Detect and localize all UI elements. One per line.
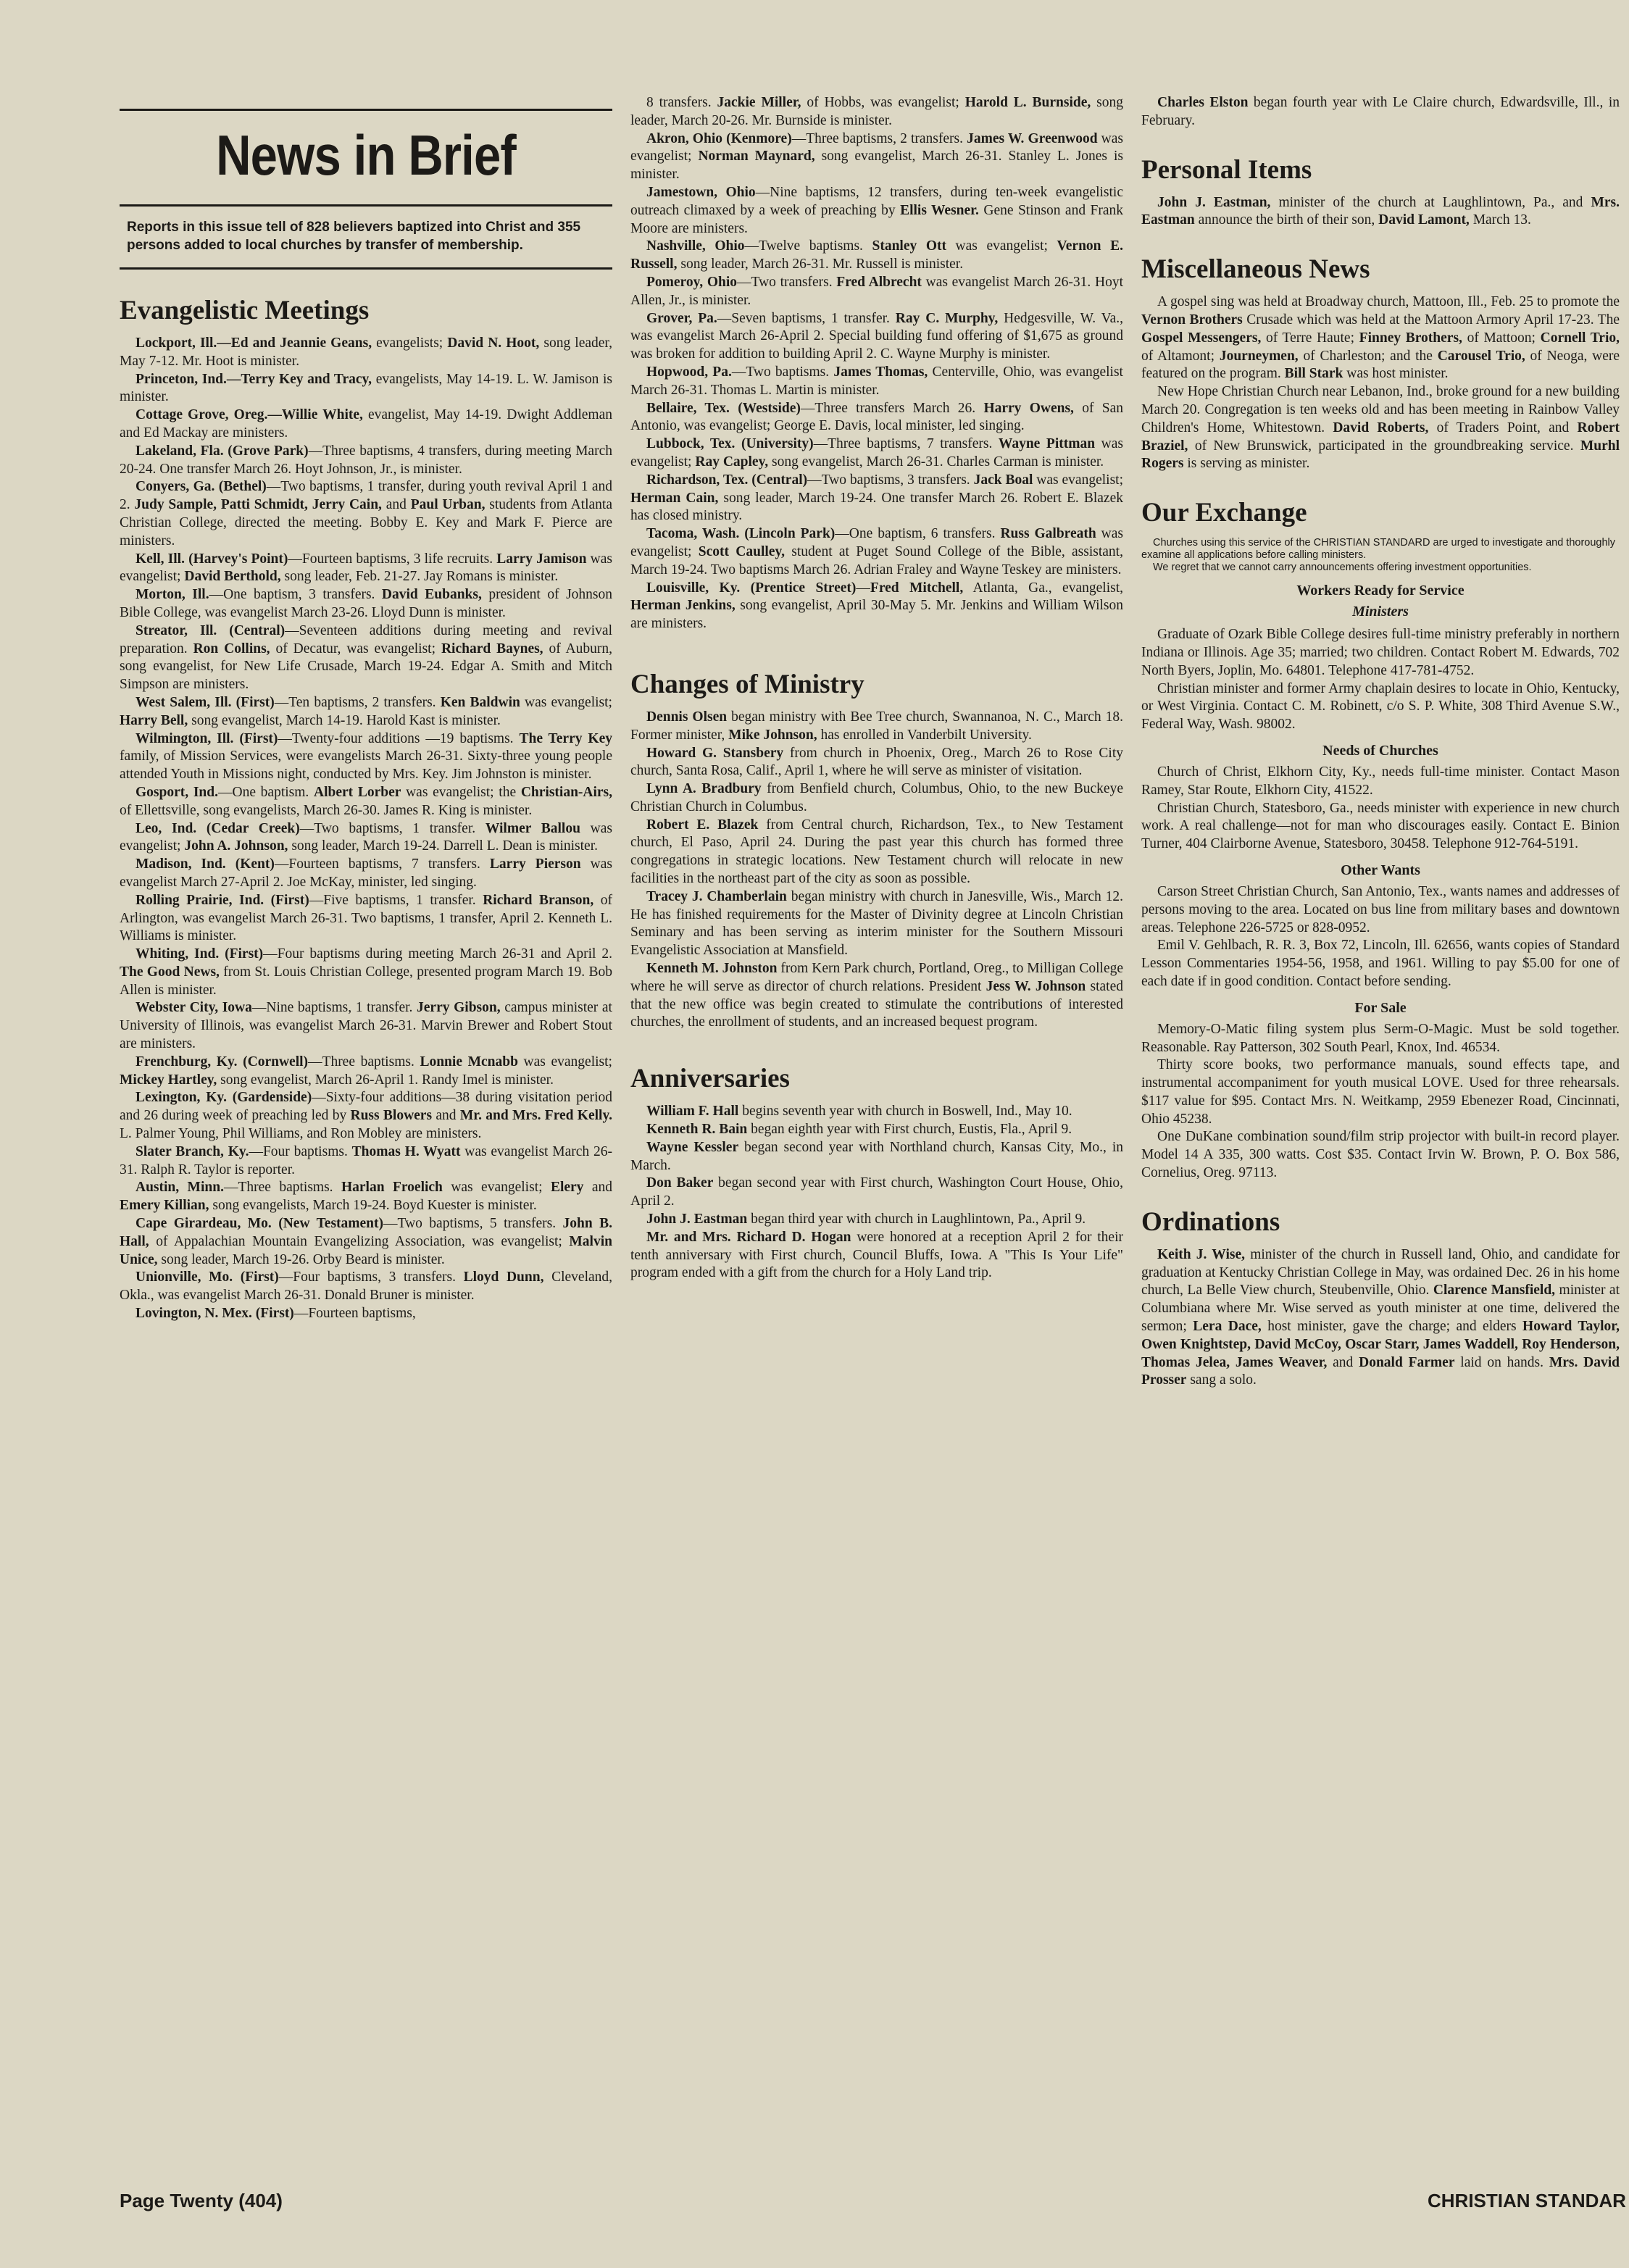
news-item: Christian minister and former Army chaplain desires to locate in Ohio, Kentucky, or West Virginia. Contact C. M. Robinett, c/o S. P. White, 308 Third Avenue S.W., Federal Way, Wash. 98002. <box>1141 680 1620 733</box>
intro-summary: Reports in this issue tell of 828 believers baptized into Christ and 355 persons added to local churches by transfer of membership. <box>127 220 581 253</box>
news-item: Princeton, Ind.—Terry Key and Tracy, evangelists, May 14-19. L. W. Jamison is minister. <box>120 371 612 405</box>
column-3 <box>1141 94 1620 1390</box>
column-1 <box>120 94 612 1323</box>
news-item: Memory-O-Matic filing system plus Serm-O-Magic. Must be sold together. Reasonable. Ray Patterson, 302 South Pearl, Knox, Ind. 46534. <box>1141 1021 1620 1055</box>
evangelistic-list-continued <box>630 94 1123 633</box>
section-heading-anniversaries: Anniversaries <box>630 1064 790 1094</box>
news-item: Tracey J. Chamberlain began ministry with church in Janesville, Wis., March 12. He has finished requirements for the Master of Divinity degree at Lincoln Christian Seminary and has been serving as interim minister for the Southern Missouri Evangelistic Association at Mansfield. <box>630 888 1123 959</box>
section-heading-changes: Changes of Ministry <box>630 669 865 699</box>
news-item: Graduate of Ozark Bible College desires full-time ministry preferably in northern Indiana or Illinois. Age 35; married; two children. Contact Robert M. Edwards, 702 North Byers, Joplin, Mo. 64801. Telephone 417-781-4752. <box>1141 627 1620 678</box>
news-item: Mr. and Mrs. Richard D. Hogan were honored at a reception April 2 for their tenth anniversary with First church, Council Bluffs, Iowa. A "This Is Your Life" program ended with a gift from the church for a Holy Land trip. <box>630 1229 1123 1281</box>
needs-list <box>1141 764 1620 854</box>
news-item: Churches using this service of the CHRISTIAN STANDARD are urged to investigate and thoroughly examine all applications before calling ministers. <box>1141 537 1616 562</box>
evangelistic-list <box>120 335 612 1323</box>
news-item: Kenneth M. Johnston from Kern Park church, Portland, Oreg., to Milligan College where he will serve as director of church relations. President Jess W. Johnson stated that the new office was begin created to stimulate the contributions of interested churches, the enrollment of students, and an increased bequest program. <box>630 961 1123 1030</box>
news-item: A gospel sing was held at Broadway church, Mattoon, Ill., Feb. 25 to promote the Vernon Brothers Crusade which was held at the Mattoon Armory April 17-23. The Gospel Messengers, of Terre Haute; Finney Brothers, of Mattoon; Cornell Trio, of Altamont; Journeymen, of Charleston; and the Carousel Trio, of Neoga, were featured on the program. Bill Stark was host minister. <box>1141 294 1620 382</box>
news-item: Lovington, N. Mex. (First)—Fourteen baptisms, <box>136 1306 416 1322</box>
news-item: Frenchburg, Ky. (Cornwell)—Three baptisms. Lonnie Mcnabb was evangelist; Mickey Hartley, song evangelist, March 26-April 1. Randy Imel is minister. <box>120 1054 612 1088</box>
changes-list <box>630 709 1123 1032</box>
personal-list <box>1141 194 1620 230</box>
news-item: Conyers, Ga. (Bethel)—Two baptisms, 1 transfer, during youth revival April 1 and 2. Judy Sample, Patti Schmidt, Jerry Cain, and Paul Urban, students from Atlanta Christian College, directed the meeting. Bobby E. Key and Mark F. Pierce are ministers. <box>120 479 612 549</box>
section-heading-misc: Miscellaneous News <box>1141 254 1370 285</box>
news-item: Webster City, Iowa—Nine baptisms, 1 transfer. Jerry Gibson, campus minister at University of Illinois, was evangelist March 26-31. Marvin Brewer and Robert Stout are ministers. <box>120 1000 612 1052</box>
news-item: West Salem, Ill. (First)—Ten baptisms, 2 transfers. Ken Baldwin was evangelist; Harry Bell, song evangelist, March 14-19. Harold Kast is minister. <box>120 694 612 728</box>
news-item: Cape Girardeau, Mo. (New Testament)—Two baptisms, 5 transfers. John B. Hall, of Appalachian Mountain Evangelizing Association, was evangelist; Malvin Unice, song leader, March 19-26. Orby Beard is minister. <box>120 1216 612 1267</box>
news-item: Akron, Ohio (Kenmore)—Three baptisms, 2 transfers. James W. Greenwood was evangelist; Norman Maynard, song evangelist, March 26-31. Stanley L. Jones is minister. <box>630 130 1124 183</box>
news-item: New Hope Christian Church near Lebanon, Ind., broke ground for a new building March 20. Congregation is ten weeks old and has been meeting in Rainbow Valley Children's Home, Whitestown. David Roberts, of Traders Point, and Robert Braziel, of New Brunswick, participated in the groundbreaking service. Murhl Rogers is serving as minister. <box>1141 384 1620 472</box>
other-wants-list <box>1141 883 1620 991</box>
news-item: Gosport, Ind.—One baptism. Albert Lorber was evangelist; the Christian-Airs, of Ellettsville, song evangelists, March 26-30. James R. King is minister. <box>120 784 613 818</box>
ministers-subheading: Ministers <box>1352 604 1409 620</box>
news-item: Nashville, Ohio—Twelve baptisms. Stanley Ott was evangelist; Vernon E. Russell, song leader, March 26-31. Mr. Russell is minister. <box>630 238 1123 272</box>
workers-heading: Workers Ready for Service <box>1296 583 1465 599</box>
news-item: Carson Street Christian Church, San Antonio, Tex., wants names and addresses of persons moving to the area. Located on bus line from military bases and downtown areas. Telephone 226-5725 or 828-0952. <box>1141 883 1620 935</box>
news-item: Christian Church, Statesboro, Ga., needs minister with experience in new church work. A real challenge—not for man who discourages easily. Contact E. Binion Turner, 404 Clairborne Avenue, Statesboro, 30458. Telephone 912-764-5191. <box>1141 800 1620 852</box>
ordinations-list <box>1141 1246 1620 1390</box>
news-item: Pomeroy, Ohio—Two transfers. Fred Albrecht was evangelist March 26-31. Hoyt Allen, Jr., is minister. <box>630 274 1123 308</box>
section-heading-exchange: Our Exchange <box>1141 498 1307 528</box>
news-item: Howard G. Stansbery from church in Phoenix, Oreg., March 26 to Rose City church, Santa Rosa, Calif., April 1, where he will serve as minister of visitation. <box>630 745 1123 779</box>
section-heading-evangelistic: Evangelistic Meetings <box>120 296 370 325</box>
news-item: Louisville, Ky. (Prentice Street)—Fred Mitchell, Atlanta, Ga., evangelist, Herman Jenkins, song evangelist, April 30-May 5. Mr. Jenkins and William Wilson are ministers. <box>630 580 1123 632</box>
workers-list <box>1141 626 1620 734</box>
anniversaries-list <box>630 1103 1123 1283</box>
page-number-footer: Page Twenty (404) <box>120 2190 283 2211</box>
news-item: Madison, Ind. (Kent)—Fourteen baptisms, 7 transfers. Larry Pierson was evangelist March 27-April 2. Joe McKay, minister, led singing. <box>120 856 613 890</box>
news-item: Dennis Olsen began ministry with Bee Tree church, Swannanoa, N. C., March 18. Former minister, Mike Johnson, has enrolled in Vanderbilt University. <box>630 709 1123 743</box>
news-item: Rolling Prairie, Ind. (First)—Five baptisms, 1 transfer. Richard Branson, of Arlington, was evangelist March 26-31. Two baptisms, 1 transfer, April 2. Kenneth L. Williams is minister. <box>120 892 612 944</box>
news-item: Tacoma, Wash. (Lincoln Park)—One baptism, 6 transfers. Russ Galbreath was evangelist; Scott Caulley, student at Puget Sound College of the Bible, assistant, March 19-24. Two baptisms March 26. Adrian Fraley and Wayne Teskey are ministers. <box>630 526 1124 578</box>
news-item: Morton, Ill.—One baptism, 3 transfers. David Eubanks, president of Johnson Bible College, was evangelist March 23-26. Lloyd Dunn is minister. <box>120 587 613 620</box>
news-item: Thirty score books, two performance manuals, sound effects tape, and instrumental accompaniment for youth musical LOVE. Used for three rehearsals. $117 value for $95. Contact Mrs. N. Weitkamp, 2959 Ebenezer Road, Cincinnati, Ohio 45238. <box>1141 1057 1620 1127</box>
news-item: Richardson, Tex. (Central)—Two baptisms, 3 transfers. Jack Boal was evangelist; Herman Cain, song leader, March 19-24. One transfer March 26. Robert E. Blazek has closed ministry. <box>630 472 1123 524</box>
news-item: Kenneth R. Bain began eighth year with First church, Eustis, Fla., April 9. <box>646 1122 1072 1138</box>
section-heading-ordinations: Ordinations <box>1141 1206 1280 1237</box>
news-item: Whiting, Ind. (First)—Four baptisms during meeting March 26-31 and April 2. The Good News, from St. Louis Christian College, presented program March 19. Bob Allen is minister. <box>120 946 612 998</box>
news-item: John J. Eastman, minister of the church at Laughlintown, Pa., and Mrs. Eastman announce the birth of their son, David Lamont, March 13. <box>1141 194 1620 228</box>
needs-heading: Needs of Churches <box>1322 742 1438 759</box>
column-2 <box>630 94 1123 1283</box>
anniversary-continued: Charles Elston began fourth year with Le Claire church, Edwardsville, Ill., in February. <box>1141 95 1620 128</box>
news-item: Grover, Pa.—Seven baptisms, 1 transfer. Ray C. Murphy, Hedgesville, W. Va., was evangelist March 26-April 2. Special building fund offering of $1,675 as ground was broken for addition to building April 2. C. Wayne Murphy is minister. <box>630 310 1123 362</box>
news-item: John J. Eastman began third year with church in Laughlintown, Pa., April 9. <box>646 1212 1086 1227</box>
news-item: Cottage Grove, Oreg.—Willie White, evangelist, May 14-19. Dwight Addleman and Ed Mackay are ministers. <box>120 407 612 441</box>
news-item: Hopwood, Pa.—Two baptisms. James Thomas, Centerville, Ohio, was evangelist March 26-31. Thomas L. Martin is minister. <box>630 364 1123 398</box>
news-item: Slater Branch, Ky.—Four baptisms. Thomas H. Wyatt was evangelist March 26-31. Ralph R. Taylor is reporter. <box>120 1143 612 1177</box>
news-item: Jamestown, Ohio—Nine baptisms, 12 transfers, during ten-week evangelistic outreach climaxed by a week of preaching by Ellis Wesner. Gene Stinson and Frank Moore are ministers. <box>630 184 1124 236</box>
news-item: Robert E. Blazek from Central church, Richardson, Tex., to New Testament church, El Paso, April 24. During the past year this church has formed three congregations in strategic locations. New Testament church will relocate in new facilities in the northeast part of the city as soon as possible. <box>630 817 1123 887</box>
news-item: One DuKane combination sound/film strip projector with built-in record player. Model 14 A 335, 300 watts. Cost $35. Contact Irvin W. Brown, P. O. Box 586, Cornelius, Oreg. 97113. <box>1141 1129 1620 1181</box>
news-item: Kell, Ill. (Harvey's Point)—Fourteen baptisms, 3 life recruits. Larry Jamison was evangelist; David Berthold, song leader, Feb. 21-27. Jay Romans is minister. <box>120 551 612 585</box>
news-item: Don Baker began second year with First church, Washington Court House, Ohio, April 2. <box>630 1175 1123 1209</box>
news-item: Leo, Ind. (Cedar Creek)—Two baptisms, 1 transfer. Wilmer Ballou was evangelist; John A. Johnson, song leader, March 19-24. Darrell L. Dean is minister. <box>120 820 612 854</box>
news-item: Lakeland, Fla. (Grove Park)—Three baptisms, 4 transfers, during meeting March 20-24. One transfer March 26. Hoyt Johnson, Jr., is minister. <box>120 443 612 477</box>
misc-list <box>1141 293 1620 473</box>
exchange-notes <box>1141 537 1620 574</box>
news-item: Emil V. Gehlbach, R. R. 3, Box 72, Lincoln, Ill. 62656, wants copies of Standard Lesson Commentaries 1954-56, 1958, and 1961. Willing to pay $5.00 for one of each date if in good condition. Contact before sending. <box>1141 938 1620 989</box>
other-wants-heading: Other Wants <box>1341 862 1420 878</box>
news-item: Church of Christ, Elkhorn City, Ky., needs full-time minister. Contact Mason Ramey, Star Route, Elkhorn City, 41522. <box>1141 764 1620 798</box>
news-item: Lubbock, Tex. (University)—Three baptisms, 7 transfers. Wayne Pittman was evangelist; Ray Capley, song evangelist, March 26-31. Charles Carman is minister. <box>630 436 1123 470</box>
news-item: Bellaire, Tex. (Westside)—Three transfers March 26. Harry Owens, of San Antonio, was evangelist; George E. Davis, local minister, led singing. <box>630 400 1123 434</box>
news-item: Wayne Kessler began second year with Northland church, Kansas City, Mo., in March. <box>630 1139 1124 1173</box>
news-item: Keith J. Wise, minister of the church in Russell land, Ohio, and candidate for graduation at Kentucky Christian College in May, was ordained Dec. 26 in his home church, La Belle View church, Steubenville, Ohio. Clarence Mansfield, minister at Columbiana where Mr. Wise served as youth minister at one time, delivered the sermon; Lera Dace, host minister, gave the charge; and elders Howard Taylor, Owen Knightstep, David McCoy, Oscar Starr, James Waddell, Roy Henderson, Thomas Jelea, James Weaver, and Donald Farmer laid on hands. Mrs. David Prosser sang a solo. <box>1141 1246 1620 1388</box>
news-item: Streator, Ill. (Central)—Seventeen additions during meeting and revival preparation. Ron Collins, of Decatur, was evangelist; Richard Baynes, of Auburn, song evangelist, for New Life Crusade, March 19-24. Edgar A. Smith and Mitch Simpson are ministers. <box>120 622 612 693</box>
news-item: Lynn A. Bradbury from Benfield church, Columbus, Ohio, to the new Buckeye Christian Church in Columbus. <box>630 781 1123 814</box>
news-item: 8 transfers. Jackie Miller, of Hobbs, was evangelist; Harold L. Burnside, song leader, March 20-26. Mr. Burnside is minister. <box>630 95 1123 128</box>
news-item: William F. Hall begins seventh year with church in Boswell, Ind., May 10. <box>646 1104 1072 1120</box>
for-sale-heading: For Sale <box>1354 999 1407 1016</box>
masthead-mid-rule <box>120 204 612 207</box>
page-title: News in Brief <box>216 123 516 187</box>
section-heading-personal: Personal Items <box>1141 154 1312 185</box>
news-item: Wilmington, Ill. (First)—Twenty-four additions —19 baptisms. The Terry Key family, of Mission Services, were evangelists March 26-31. Sixty-three young people attended Youth in Missions night, conducted by Mrs. Key. Jim Johnston is minister. <box>120 730 612 783</box>
publication-name-footer: CHRISTIAN STANDAR <box>1428 2190 1626 2211</box>
news-item: Lexington, Ky. (Gardenside)—Sixty-four additions—38 during visitation period and 26 during week of preaching led by Russ Blowers and Mr. and Mrs. Fred Kelly. L. Palmer Young, Phil Williams, and Ron Mobley are ministers. <box>120 1090 613 1142</box>
masthead-top-rule <box>120 109 612 111</box>
news-item: Austin, Minn.—Three baptisms. Harlan Froelich was evangelist; Elery and Emery Killian, song evangelists, March 19-24. Boyd Kuester is minister. <box>120 1180 612 1214</box>
news-item: Unionville, Mo. (First)—Four baptisms, 3 transfers. Lloyd Dunn, Cleveland, Okla., was evangelist March 26-31. Donald Bruner is minister. <box>120 1270 613 1304</box>
news-item: Lockport, Ill.—Ed and Jeannie Geans, evangelists; David N. Hoot, song leader, May 7-12. Mr. Hoot is minister. <box>120 335 613 369</box>
masthead-bottom-rule <box>120 267 612 270</box>
news-item: We regret that we cannot carry announcements offering investment opportunities. <box>1153 562 1532 574</box>
for-sale-list <box>1141 1021 1620 1183</box>
